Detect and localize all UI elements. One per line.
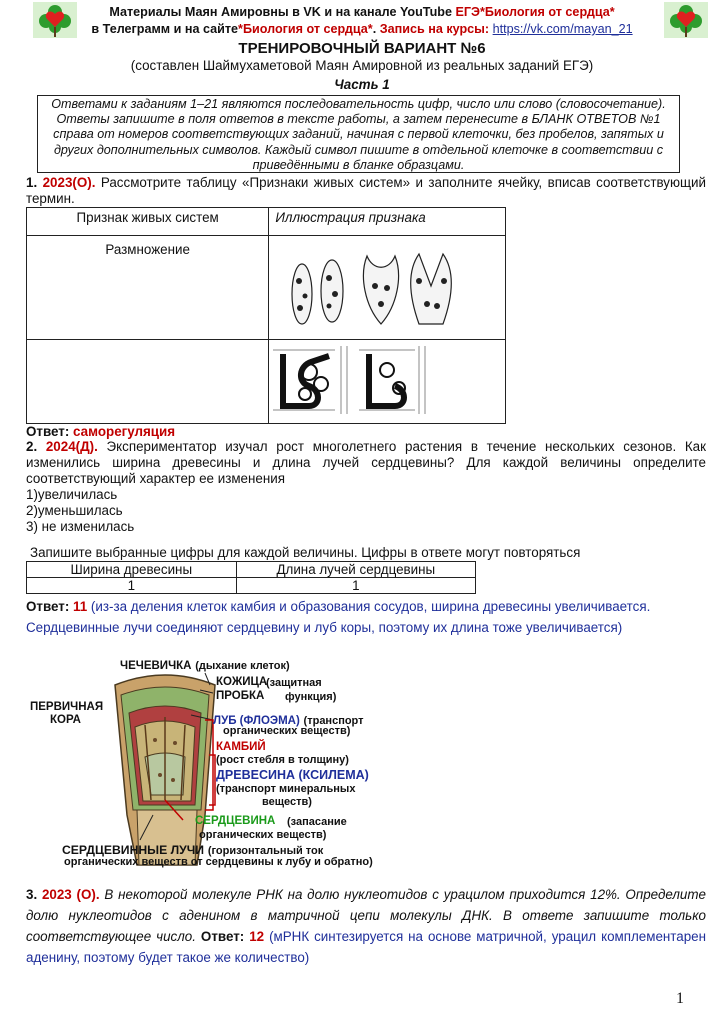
page-subtitle: (составлен Шаймухаметовой Маян Амировной из реальных заданий ЕГЭ) [130,58,594,73]
page-number: 1 [676,990,684,1007]
course-link[interactable]: https://vk.com/mayan_21 [492,22,633,36]
q2-value-col1: 1 [27,578,237,594]
page-title: ТРЕНИРОВОЧНЫЙ ВАРИАНТ №6 [238,40,486,57]
q3-explanation: (мРНК синтезируется на основе матричной, урацил комплементарен аденину, поэтому будет такое же количество) [26,929,707,965]
note-serdtsevina-2: органических веществ) [199,829,327,841]
q1-row1-label: Размножение [27,236,269,340]
q2-question: Экспериментатор изучал рост многолетнего растения в течение нескольких сезонов. Как изменились ширина древесины и длина лучей сердцевины? Для каждой величины определите соответствующий характер ее изменения [26,439,706,486]
header-line-2 [0,22,724,36]
label-kambiy: КАМБИЙ [216,741,266,753]
label-probka: ПРОБКА [216,690,265,702]
header-text: Материалы Маян Амировны в VK и на канале YouTube [109,5,456,19]
note-lub-2: органических веществ) [223,725,351,737]
header-line-1 [0,5,724,19]
q2-instruction: Запишите выбранные цифры для каждой величины. Цифры в ответе могут повторяться [30,545,581,560]
q1-header-col1: Признак живых систем [27,208,269,236]
note-serdtsevina-1: (запасание [287,816,347,828]
header-text: в Телеграмм и на сайте [91,22,239,36]
q3-tag: 2023 (О). [41,887,100,902]
note-drevesina-2: веществ) [262,796,312,808]
q2-table [26,561,476,594]
q2-answer-value: 11 [73,599,88,614]
note-kozhitsa: (защитная [266,677,322,689]
note-drevesina-1: (транспорт минеральных [216,783,356,795]
part-heading: Часть 1 [334,77,390,92]
q2-explanation: (из-за деления клеток камбия и образования сосудов, ширина древесины увеличивается. Сердцевинные лучи соединяют сердцевину и луб коры, поэтому их длина тоже увеличивается) [26,599,651,635]
diagram-label-chechevichka [120,657,290,672]
q1-question: Рассмотрите таблицу «Признаки живых систем» и заполните ячейку, вписав соответствующий термин. [26,175,706,206]
q1-header-col2: Иллюстрация признака [269,208,506,236]
regulation-image [269,340,499,420]
q3-answer-value: 12 [249,929,265,944]
q2-option-1: 1)увеличилась [26,487,118,502]
note-kambiy: (рост стебля в толщину) [216,754,349,766]
label-kozhitsa: КОЖИЦА [216,676,268,688]
q1-answer-value: саморегуляция [73,424,176,439]
q2-value-col2: 1 [236,578,475,594]
note-probka: функция) [285,691,337,703]
note-chechevichka: (дыхание клеток) [195,660,290,672]
q2-answer-label: Ответ: [26,599,74,614]
q2-header-col2: Длина лучей сердцевины [236,562,475,578]
diagram-label-luchi [62,842,323,857]
q2-text [26,439,706,487]
header-brand: ЕГЭ*Биология от сердца* [455,5,615,19]
q3-question: В некоторой молекуле РНК на долю нуклеотидов с урацилом приходится 12%. Определите долю нуклеотидов с аденином в матричной цепи молекулы ДНК. В ответе запишите только соответствующее число. [26,887,706,944]
q2-option-2: 2)уменьшилась [26,503,123,518]
q3-number: 3. [26,887,38,902]
q2-answer [26,596,696,638]
q1-answer-label: Ответ: [26,424,74,439]
header-text: . [372,22,380,36]
label-primary-cortex-1: ПЕРВИЧНАЯ [30,701,104,713]
q1-text [26,175,706,207]
q1-row1-illustration [269,236,506,340]
q3-text [26,884,706,968]
q2-options [26,487,134,535]
label-serdtsevina: СЕРДЦЕВИНА [195,815,276,827]
label-lub: ЛУБ (ФЛОЭМА) [213,715,300,727]
q2-tag: 2024(Д). [45,439,98,454]
q1-tag: 2023(О). [42,175,96,190]
label-chechevichka: ЧЕЧЕВИЧКА [120,660,192,672]
q1-row2-answer-cell [27,340,269,424]
q2-option-3: 3) не изменилась [26,519,135,534]
q3-answer-label: Ответ: [195,929,250,944]
q1-row2-illustration [269,340,506,424]
note-luchi-1: (горизонтальный ток [207,845,324,857]
note-lub-1: (транспорт [303,715,364,727]
header-brand: *Биология от сердца* [238,22,373,36]
note-luchi-2: органических веществ от сердцевины к лубу и обратно) [64,856,373,868]
paramecium-division-image [269,236,499,336]
label-primary-cortex-2: КОРА [50,714,81,726]
instructions-box: Ответами к заданиям 1–21 являются последовательность цифр, число или слово (словосочетание). Ответы запишите в поля ответов в тексте работы, а затем перенесите в БЛАНК ОТВЕТОВ №1 справа от номеров соответствующих заданий, начиная с первой клеточки, без пробелов, запятых и других дополнительных символов. Каждый символ пишите в отдельной клеточке в соответствии с приведёнными в бланке образцами. [37,95,680,173]
q1-number: 1. [26,175,38,190]
q2-number: 2. [26,439,38,454]
q1-table [26,207,506,424]
label-drevesina: ДРЕВЕСИНА (КСИЛЕМА) [216,768,369,782]
header-cta: Запись на курсы: [379,22,493,36]
label-luchi: СЕРДЦЕВИННЫЕ ЛУЧИ [62,843,205,857]
q1-answer [26,424,175,439]
q2-header-col1: Ширина древесины [27,562,237,578]
label-primary-cortex [30,701,103,727]
